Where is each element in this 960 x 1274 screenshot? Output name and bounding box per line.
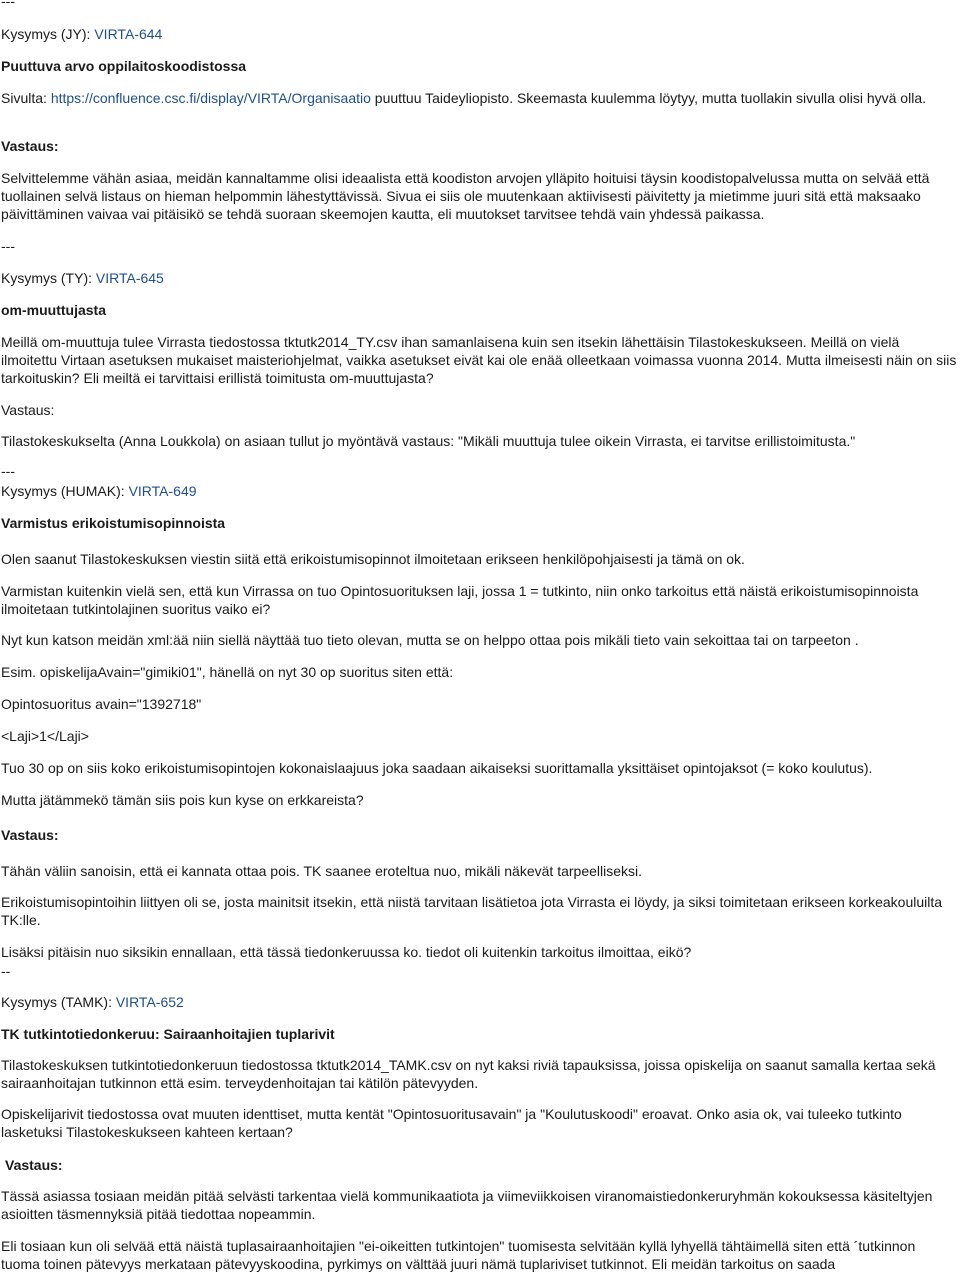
- question-line: [1, 482, 957, 500]
- separator: --: [1, 963, 11, 979]
- question-paragraph: Mutta jätämmekö tämän siis pois kun kyse on erkkareista?: [1, 792, 364, 808]
- question-prefix: Kysymys (HUMAK):: [1, 483, 129, 499]
- issue-link[interactable]: VIRTA-652: [115, 994, 184, 1010]
- confluence-link[interactable]: https://confluence.csc.fi/display/VIRTA/Organisaatio: [50, 90, 371, 106]
- answer-paragraph: Tässä asiassa tosiaan meidän pitää selvästi tarkentaa vielä kommunikaatiota ja viimeviikkoisen viranomaistiedonkeruryhmän kokouksessa käsiteltyjen asioitten täsmennyksiä pitää tiedottaa nopeammin.: [1, 1188, 933, 1222]
- question-prefix: Kysymys (TY):: [1, 270, 96, 286]
- issue-link[interactable]: VIRTA-645: [95, 270, 164, 286]
- issue-link[interactable]: VIRTA-644: [94, 26, 163, 42]
- answer-paragraph: Lisäksi pitäisin nuo siksikin ennallaan, että tässä tiedonkeruussa ko. tiedot oli kuitenkin tarkoitus ilmoittaa, eikö?: [1, 944, 692, 960]
- body-prefix: Sivulta:: [1, 90, 51, 106]
- question-paragraph: Olen saanut Tilastokeskuksen viestin siitä että erikoistumisopinnot ilmoitetaan erikseen henkilöpohjaisesti ja tämä on ok.: [1, 551, 745, 567]
- separator: ---: [1, 238, 15, 254]
- question-prefix: Kysymys (TAMK):: [1, 994, 116, 1010]
- answer-paragraph: Eli tosiaan kun oli selvää että näistä tuplasairaanhoitajien "ei-oikeitten tutkintojen" tuomisesta selvitään kyllä lyhyellä tähtäimellä siten että ´tutkinnon tuoma toinen pätevyys merkataan pätevyyskoodina, pyrkimys on välttää juuri nämä tuplariviset tutkinnot. Eli meidän tarkoitus on saada: [1, 1238, 916, 1272]
- question-paragraph: Tilastokeskuksen tutkintotiedonkeruun tiedostossa tktutk2014_TAMK.csv on nyt kaksi riviä tapauksissa, joissa opiskelija on saanut samalla kertaa sekä sairaanhoitajan tutkinnon että esim. terveydenhoitajan tai kätilön pätevyyden.: [1, 1057, 936, 1091]
- question-paragraph: Varmistan kuitenkin vielä sen, että kun Virrassa on tuo Opintosuorituksen laji, jossa 1 = tutkinto, niin onko tarkoitus että näistä erikoistumisopinnoista ilmoitetaan tutkintolajinen suoritus vaiko ei?: [1, 583, 919, 617]
- question-body: [1, 89, 957, 107]
- question-title: om-muuttujasta: [1, 302, 106, 318]
- question-paragraph: Opintosuoritus avain="1392718": [1, 696, 202, 712]
- answer-paragraph: Tähän väliin sanoisin, että ei kannata ottaa pois. TK saanee eroteltua nuo, mikäli näkevät tarpeelliseksi.: [1, 863, 643, 879]
- question-body: Meillä om-muuttuja tulee Virrasta tiedostossa tktutk2014_TY.csv ihan samanlaisena kuin sen itsekin lähettäisin Tilastokeskukseen. Meillä on vielä ilmoitettu Virtaan asetuksen mukaiset maisteriohjelmat, vaikka asetukset eivät kai ole enää olleetkaan voimassa vuonna 2014. Mutta ilmeisesti näin on siis tarkoituskin? Eli meiltä ei tarvittaisi erillistä toimitusta om-muuttujasta?: [1, 334, 957, 386]
- question-title: TK tutkintotiedonkeruu: Sairaanhoitajien tuplarivit: [1, 1026, 335, 1042]
- question-prefix: Kysymys (JY):: [1, 26, 95, 42]
- question-line: [1, 269, 957, 287]
- question-title: Puuttuva arvo oppilaitoskoodistossa: [1, 58, 247, 74]
- question-line: [1, 993, 957, 1011]
- question-title: Varmistus erikoistumisopinnoista: [1, 515, 226, 531]
- separator: ---: [1, 0, 15, 9]
- answer-paragraph: Selvittelemme vähän asiaa, meidän kannaltamme olisi ideaalista että koodiston arvojen ylläpito hoituisi täysin koodistopalvelussa mutta on selvää että tuollainen selvä listaus on hieman helpommin lähestyttävissä. Sivua ei siis ole muutenkaan aktiivisesti päivitetty ja mietimme juuri sitä että maksaako päivittäminen vaivaa vai pitäisikö se tehdä suoraan skeemojen kautta, eli muutokset tarvitsee tehdä vain yhdessä paikassa.: [1, 170, 930, 222]
- question-paragraph: Opiskelijarivit tiedostossa ovat muuten identtiset, mutta kentät "Opintosuoritusavain" ja "Koulutuskoodi" eroavat. Onko asia ok, vai tuleeko tutkinto lasketuksi Tilastokeskukseen kahteen kertaan?: [1, 1106, 902, 1140]
- answer-label: Vastaus:: [1, 402, 55, 418]
- question-paragraph: Nyt kun katson meidän xml:ää niin siellä näyttää tuo tieto olevan, mutta se on helppo ottaa pois mikäli tieto vain sekoittaa tai on tarpeeton .: [1, 632, 859, 648]
- answer-label: Vastaus:: [5, 1157, 63, 1173]
- answer-label: Vastaus:: [1, 138, 59, 154]
- question-line: [1, 25, 957, 43]
- answer-paragraph: Tilastokeskukselta (Anna Loukkola) on asiaan tullut jo myöntävä vastaus: "Mikäli muuttuja tulee oikein Virrasta, ei tarvitse erillistoimitusta.": [1, 433, 856, 449]
- question-paragraph: Tuo 30 op on siis koko erikoistumisopintojen kokonaislaajuus joka saadaan aikaiseksi suorittamalla yksittäiset opintojaksot (= koko koulutus).: [1, 760, 873, 776]
- separator: ---: [1, 463, 15, 479]
- answer-paragraph: Erikoistumisopintoihin liittyen oli se, josta mainitsit itsekin, että niistä tarvitaan lisätietoa jota Virrasta ei löydy, ja siksi toimitetaan erikseen korkeakouluilta TK:lle.: [1, 894, 943, 928]
- question-paragraph: <Laji>1</Laji>: [1, 728, 89, 744]
- issue-link[interactable]: VIRTA-649: [128, 483, 197, 499]
- answer-label: Vastaus:: [1, 827, 59, 843]
- question-paragraph: Esim. opiskelijaAvain="gimiki01", hänellä on nyt 30 op suoritus siten että:: [1, 664, 454, 680]
- body-suffix: puuttuu Taideyliopisto. Skeemasta kuulemma löytyy, mutta tuollakin sivulla olisi hyvä olla.: [370, 90, 926, 106]
